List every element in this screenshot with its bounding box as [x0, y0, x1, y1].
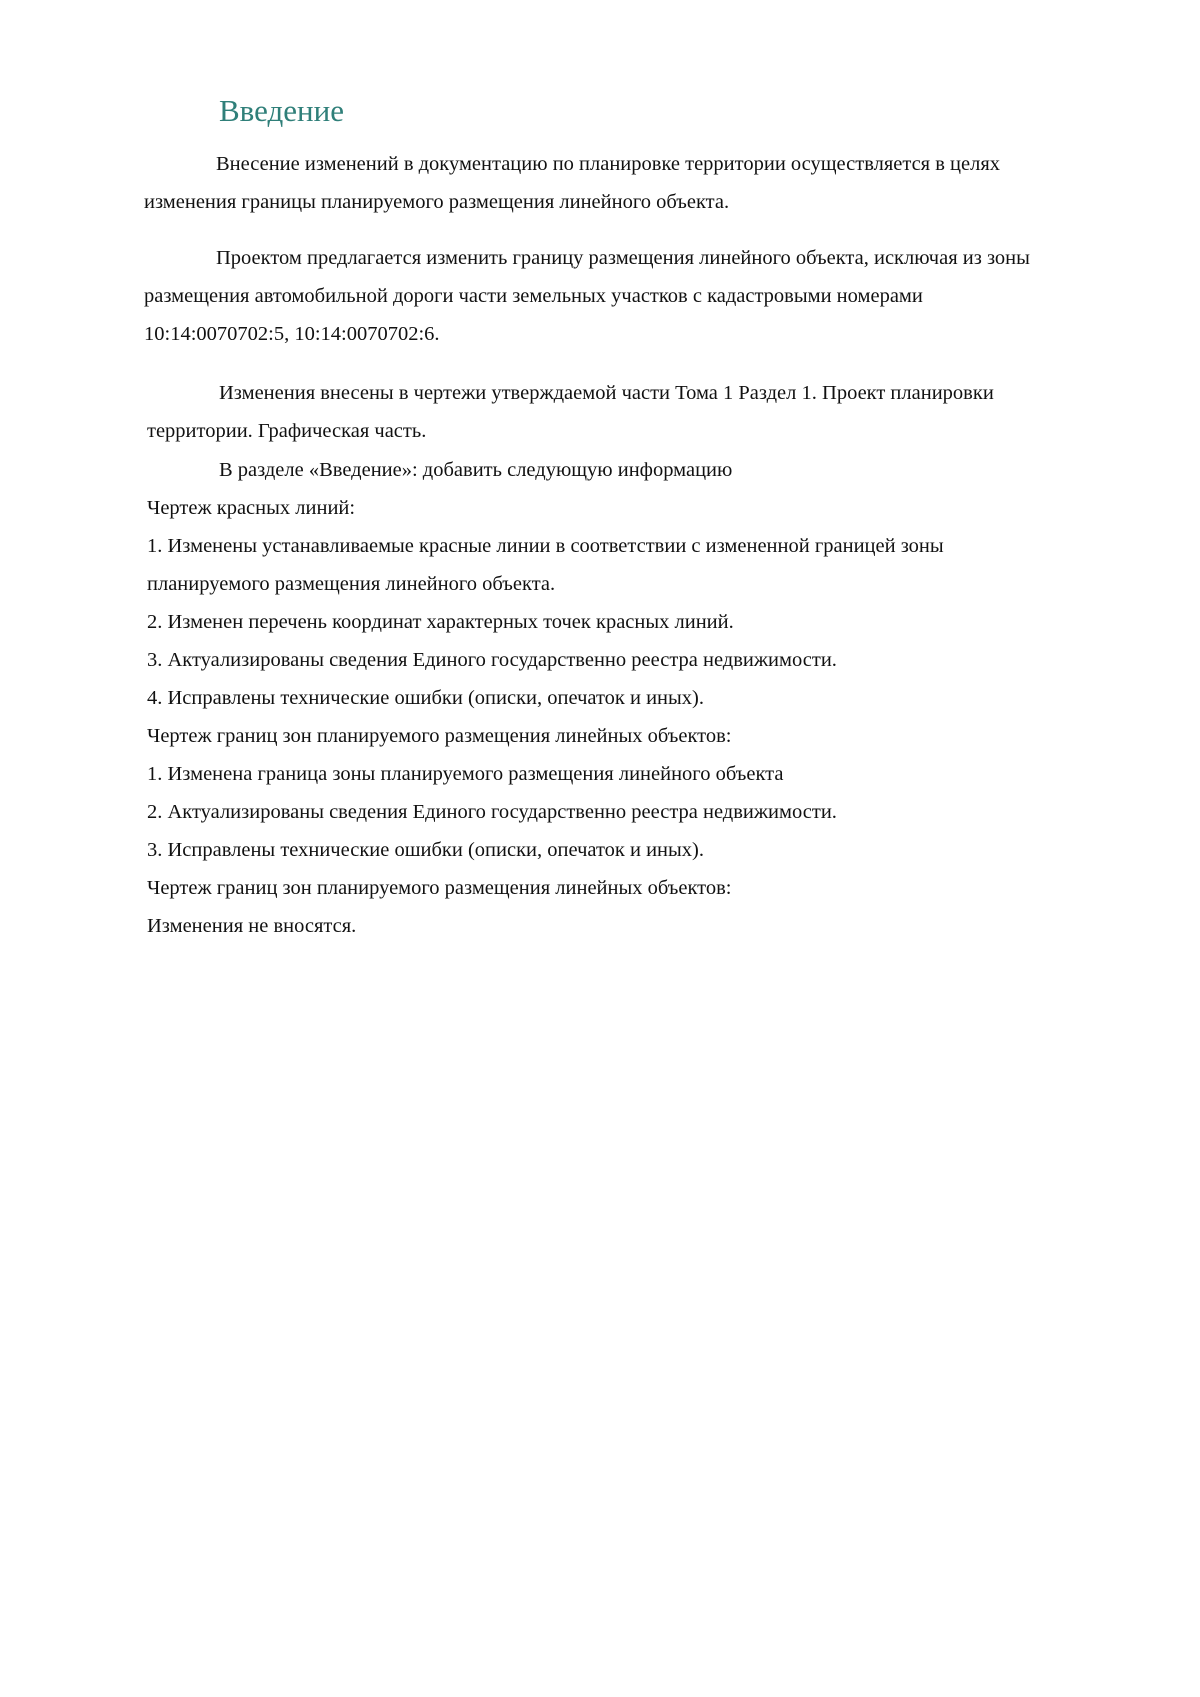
red-lines-item: планируемого размещения линейного объекта.: [147, 573, 556, 595]
zones-note: Изменения не вносятся.: [147, 915, 357, 937]
intro-note: В разделе «Введение»: добавить следующую информацию: [219, 459, 733, 481]
paragraph-1-line-1: Внесение изменений в документацию по планировке территории осуществляется в целях: [216, 153, 1001, 175]
paragraph-1-line-2: изменения границы планируемого размещения линейного объекта.: [144, 191, 730, 213]
paragraph-3-line-1: Изменения внесены в чертежи утверждаемой части Тома 1 Раздел 1. Проект планировки: [219, 382, 994, 404]
paragraph-2-line-3: 10:14:0070702:5, 10:14:0070702:6.: [144, 323, 440, 345]
zones-item: 1. Изменена граница зоны планируемого размещения линейного объекта: [147, 763, 784, 785]
paragraph-2-line-1: Проектом предлагается изменить границу размещения линейного объекта, исключая из зоны: [216, 247, 1030, 269]
red-lines-item: 4. Исправлены технические ошибки (описки, опечаток и иных).: [147, 687, 704, 709]
red-lines-item: 2. Изменен перечень координат характерных точек красных линий.: [147, 611, 734, 633]
red-lines-item: 1. Изменены устанавливаемые красные линии в соответствии с измененной границей зоны: [147, 535, 944, 557]
paragraph-3-line-2: территории. Графическая часть.: [147, 420, 427, 442]
zones-item: 2. Актуализированы сведения Единого государственно реестра недвижимости.: [147, 801, 837, 823]
section-heading: Введение: [219, 93, 344, 128]
red-lines-heading: Чертеж красных линий:: [147, 497, 356, 519]
zones-heading-2: Чертеж границ зон планируемого размещения линейных объектов:: [147, 877, 732, 899]
paragraph-2-line-2: размещения автомобильной дороги части земельных участков с кадастровыми номерами: [144, 285, 923, 307]
zones-heading: Чертеж границ зон планируемого размещения линейных объектов:: [147, 725, 732, 747]
red-lines-item: 3. Актуализированы сведения Единого государственно реестра недвижимости.: [147, 649, 837, 671]
zones-item: 3. Исправлены технические ошибки (описки, опечаток и иных).: [147, 839, 704, 861]
